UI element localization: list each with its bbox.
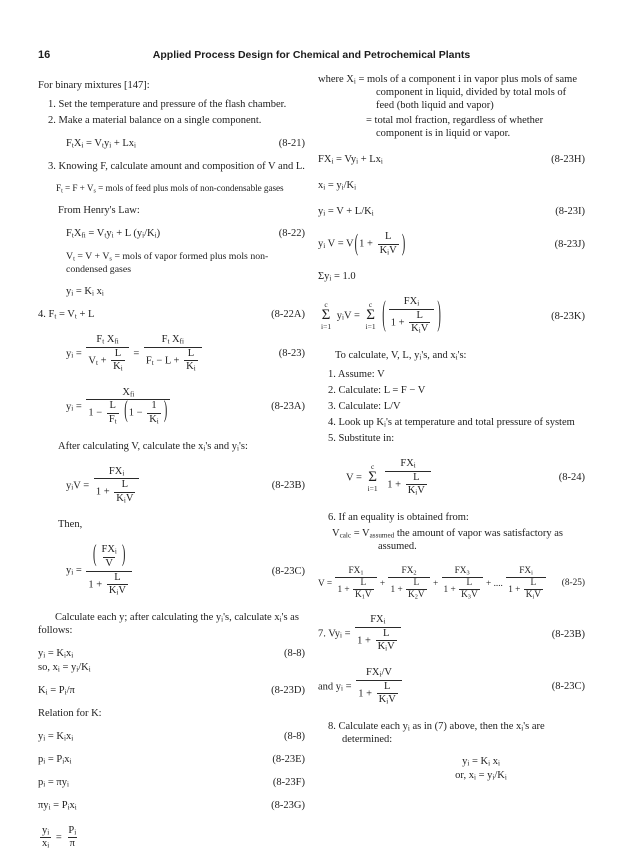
list-item-1: 1. Set the temperature and pressure of the flash chamber.	[48, 99, 287, 110]
equation-body: $y_i = K_ix_i$	[38, 730, 74, 743]
equation-8-23K	[318, 296, 585, 336]
equation-8-8-first	[38, 647, 305, 660]
equation-number: (8-23E)	[272, 753, 305, 765]
equation-8-21	[66, 137, 305, 150]
equation-number: (8-23C)	[551, 681, 585, 693]
equation-body: $FX_i = Vy_i + Lx_i$	[318, 154, 383, 166]
equation-number: (8-21)	[278, 138, 305, 149]
equation-number: (8-22A)	[271, 309, 305, 320]
running-head-title: Applied Process Design for Chemical and Petrochemical Plants	[152, 49, 471, 61]
then-line: Then,	[58, 519, 83, 531]
equation-8-24	[346, 458, 585, 498]
final-relation-1: $y_i = K_i$ $x_i$	[462, 755, 500, 768]
equation-body: $y_iV$ = $FX_i$ 1 + $\frac{L}{K_iV}$	[66, 466, 141, 506]
equation-number: (8-23I)	[555, 206, 585, 217]
equation-number: (8-8)	[284, 730, 305, 742]
equation-8-23H	[318, 153, 585, 166]
right-step-8: 8. Calculate each $y_i$ as in (7) above, then the $x_i's$ are determined:	[328, 720, 545, 745]
right-step-1: 1. Assume: V	[328, 368, 385, 380]
equation-body: $p_i = P_ix_i$	[38, 753, 72, 766]
equation-8-23B	[66, 466, 305, 506]
equation-number: (8-23J)	[554, 238, 585, 250]
to-calculate-line: To calculate, V, L, $y_i's$, and $x_i's$:	[335, 349, 467, 362]
final-relation-2: or, $x_i = y_i/K_i$	[455, 769, 507, 782]
equation-body: $y_i$ V = V(1 + $\frac{L}{K_iV}$ )	[318, 231, 406, 257]
equation-8-22A	[38, 308, 305, 321]
after-calculating-line: After calculating V, calculate the $x_i's$ and $y_i's$:	[58, 440, 248, 452]
left-column	[38, 73, 305, 864]
equation-yk: $y_i = K_i$ $x_i$	[66, 286, 104, 298]
equation-8-23	[66, 334, 305, 374]
equation-body: $y_i$ = $X_{fi}$ 1 − $\frac{L}{F_t}$ (1 − $\frac{1}{K_i}$ )	[66, 387, 172, 427]
equation-number: (8-23K)	[551, 310, 585, 322]
equation-number: (8-25)	[561, 577, 585, 588]
relation-heading: Relation for K:	[38, 707, 102, 719]
two-column-body	[38, 73, 585, 864]
list-item-3: 3. Knowing F, calculate amount and composition of V and L.	[48, 161, 305, 172]
equation-8-23E	[38, 753, 305, 766]
equation-8-22	[66, 227, 305, 240]
ratio-equation: $\frac{y_i}{x_i}$ = $\frac{P_i}{\pi}$	[42, 824, 77, 850]
vcalc-line: $V_{calc} = V_{assumed}$ the amount of vapor was satisfactory as assumed.	[332, 527, 564, 552]
equation-number: (8-23C)	[271, 565, 305, 577]
so-line: so, $x_i = y_i/K_i$	[38, 661, 91, 674]
equation-body: $y_i$ = ( $\frac{FX_i}{V}$ ) 1 + $\frac{L}{K_iV}$	[66, 544, 134, 597]
where-definition-2: = total mol fraction, regardless of whether component is in liquid or vapor.	[366, 115, 544, 139]
equation-number: (8-23B)	[271, 479, 305, 491]
equation-body: 4. $F_t = V_t + L$	[38, 309, 95, 321]
equation-number: (8-23A)	[271, 401, 305, 413]
sum-line: $\Sigma y_i = 1.0$	[318, 271, 356, 283]
equation-number: (8-23D)	[271, 684, 305, 696]
where-definition: where $X_i$ = mols of a component i in vapor plus mols of same component in liquid, divided by total mols of feed (both liquid and vapor)	[318, 74, 577, 111]
henry-law-heading: From Henry's Law:	[58, 205, 140, 216]
list-item-2: 2. Make a material balance on a single component.	[48, 115, 262, 126]
equation-body: $\pi y_i = P_ix_i$	[38, 799, 77, 812]
equation-number: (8-23B)	[551, 628, 585, 640]
definition-ft: $F_t = F + V_s$ = mols of feed plus mols of non-condensable gases	[56, 183, 284, 195]
right-step-3: 3. Calculate: L/V	[328, 400, 401, 412]
equation-number: (8-23G)	[271, 799, 305, 811]
right-step-6: 6. If an equality is obtained from:	[328, 511, 469, 523]
equation-body: $K_i = P_i/\pi$	[38, 684, 75, 697]
equation-8-23A	[66, 387, 305, 427]
equation-8-23I	[318, 205, 585, 218]
equation-body: $y_i = K_ix_i$	[38, 647, 74, 660]
equation-8-25	[318, 566, 585, 601]
equation-body: $y_i = V + L/K_i$	[318, 206, 374, 218]
equation-body: and $y_i$ = $FX_i/V$ 1 + $\frac{L}{K_iV}$	[318, 667, 404, 707]
equation-body: 7. $Vy_i$ = $FX_i$ 1 + $\frac{L}{K_iV}$	[318, 614, 403, 654]
equation-body: V = c Σ i=1 $FX_i$ 1 + $\frac{L}{K_iV}$	[346, 458, 433, 498]
final-relations	[406, 755, 556, 783]
equation-number: (8-22)	[278, 228, 305, 239]
equation-body: V = $FX_1$ 1 + $\frac{L}{K_1V}$ + $FX_2$ 1 + $\frac{L}{K_2V}$ + $FX_3$ 1 + $\frac{L}{K_3V}$ + .... $FX_i$ 1 + $\frac{L}{K_iV}$	[318, 566, 547, 601]
equation-8-23F	[38, 776, 305, 789]
equation-body: $F_tX_{fi} = V_ty_i + L$ $(y_i/K_i)$	[66, 228, 161, 240]
calc-paragraph: Calculate each y; after calculating the $y_i's$, calculate $x_i's$ as follows:	[38, 611, 299, 636]
equation-number: (8-23)	[278, 348, 305, 360]
equation-body: $y_i$ = $F_t$ $X_{fi}$ $V_t$ + $\frac{L}{K_i}$ = $F_t$ $X_{fi}$ $F_t - L$ + $\frac{L}{K_i}$	[66, 334, 204, 374]
right-column	[318, 73, 585, 864]
equation-step7b	[318, 667, 585, 707]
equation-8-8-second	[38, 730, 305, 743]
right-step-4: 4. Look up $K_i's$ at temperature and total pressure of system	[328, 416, 575, 429]
equation-8-23D	[38, 684, 305, 697]
page-number: 16	[38, 49, 51, 61]
equation-number: (8-23F)	[272, 776, 305, 788]
equation-8-23J	[318, 231, 585, 257]
equation-number: (8-24)	[558, 472, 585, 484]
equation-body: c Σ i=1 $y_iV$ = c Σ i=1 ( $FX_i$ 1 + $\frac{L}{K_iV}$ )	[321, 296, 441, 335]
definition-vt: $V_t = V + V_s$ = mols of vapor formed plus mols non-condensed gases	[66, 251, 269, 275]
right-step-5: 5. Substitute in:	[328, 432, 395, 444]
equation-8-23C	[66, 544, 305, 597]
equation-body: $F_tX_i = V_ty_i + Lx_i$	[66, 138, 137, 150]
equation-8-23G	[38, 799, 305, 812]
equation-number: (8-8)	[284, 647, 305, 659]
intro-line: For binary mixtures [147]:	[38, 80, 150, 91]
equation-number: (8-23H)	[551, 154, 585, 165]
xi-line: $x_i = y_i/K_i$	[318, 180, 357, 192]
equation-step7	[318, 614, 585, 654]
right-step-2: 2. Calculate: L = F − V	[328, 384, 426, 396]
page-header	[38, 49, 585, 62]
equation-body: $p_i = \pi y_i$	[38, 776, 69, 789]
